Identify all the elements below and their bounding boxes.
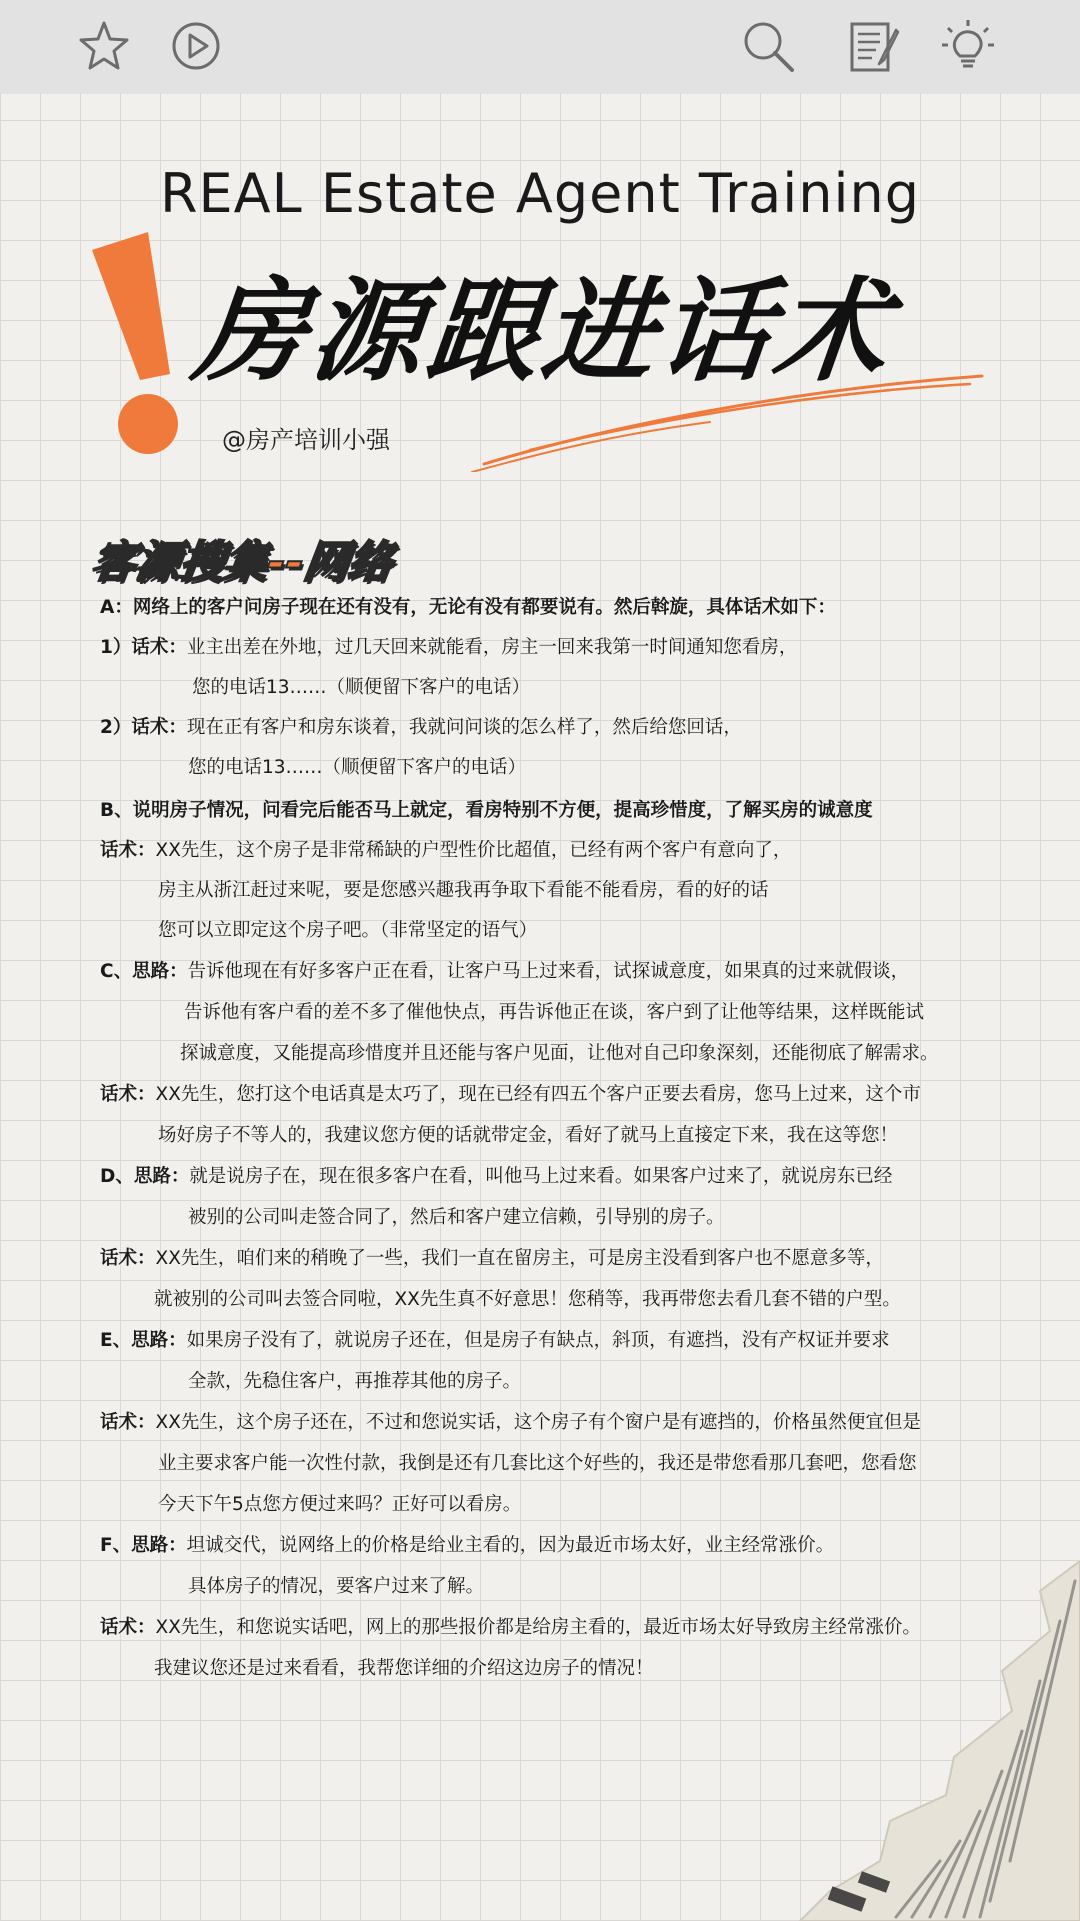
author-handle: @房产培训小强 xyxy=(222,426,390,454)
english-title: REAL Estate Agent Training xyxy=(160,162,920,225)
line-b-cont-1: 房主从浙江赶过来呢，要是您感兴趣我再争取下看能不能看房，看的好的话 xyxy=(158,880,769,901)
line-d-idea: D、思路：就是说房子在，现在很多客户在看，叫他马上过来看。如果客户过来了，就说房东已经 xyxy=(100,1166,893,1187)
line-e-talk: 话术：XX先生，这个房子还在，不过和您说实话，这个房子有个窗户是有遮挡的，价格虽然便宜但是 xyxy=(100,1412,921,1433)
exclamation-icon xyxy=(86,228,206,458)
line-c-cont-1: 告诉他有客户看的差不多了催他快点，再告诉他正在谈，客户到了让他等结果，这样既能试 xyxy=(184,1002,925,1023)
line-f-talk-cont: 我建议您还是过来看看，我帮您详细的介绍这边房子的情况！ xyxy=(154,1658,654,1679)
lightbulb-icon[interactable] xyxy=(940,18,996,74)
line-2-cont: 您的电话13……（顺便留下客户的电话） xyxy=(188,757,527,778)
line-a: A：网络上的客户问房子现在还有没有，无论有没有都要说有。然后斡旋，具体话术如下： xyxy=(100,597,836,618)
line-1-talk: 1）话术：业主出差在外地，过几天回来就能看，房主一回来我第一时间通知您看房， xyxy=(100,637,798,658)
line-c-cont-2: 探诚意度，又能提高珍惜度并且还能与客户见面，让他对自己印象深刻，还能彻底了解需求。 xyxy=(180,1043,939,1064)
line-c-talk: 话术：XX先生，您打这个电话真是太巧了，现在已经有四五个客户正要去看房，您马上过来，这个市 xyxy=(100,1084,921,1105)
notes-icon[interactable] xyxy=(846,18,902,74)
line-c-talk-cont: 场好房子不等人的，我建议您方便的话就带定金，看好了就马上直接定下来，我在这等您！ xyxy=(158,1125,899,1146)
line-b-talk: 话术：XX先生，这个房子是非常稀缺的户型性价比超值，已经有两个客户有意向了， xyxy=(100,840,792,861)
main-title: 房源跟进话术 xyxy=(188,267,898,397)
line-b-cont-2: 您可以立即定这个房子吧。（非常坚定的语气） xyxy=(158,920,538,941)
line-b: B、说明房子情况，问看完后能否马上就定，看房特别不方便，提高珍惜度，了解买房的诚意度 xyxy=(100,800,873,821)
line-f-talk: 话术：XX先生，和您说实话吧，网上的那些报价都是给房主看的，最近市场太好导致房主经常涨价。 xyxy=(100,1617,921,1638)
line-e-cont: 全款，先稳住客户，再推荐其他的房子。 xyxy=(188,1371,522,1392)
star-icon[interactable] xyxy=(76,18,132,74)
line-d-talk: 话术：XX先生，咱们来的稍晚了一些，我们一直在留房主，可是房主没看到客户也不愿意多等， xyxy=(100,1248,884,1269)
line-f-idea: F、思路：坦诚交代，说网络上的价格是给业主看的，因为最近市场太好，业主经常涨价。 xyxy=(100,1535,835,1556)
line-1-cont: 您的电话13……（顺便留下客户的电话） xyxy=(192,677,531,698)
line-c-idea: C、思路：告诉他现在有好多客户正在看，让客户马上过来看，试探诚意度，如果真的过来就假谈， xyxy=(100,961,910,982)
line-2-talk: 2）话术：现在正有客户和房东谈着，我就问问谈的怎么样了，然后给您回话， xyxy=(100,717,742,738)
line-e-idea: E、思路：如果房子没有了，就说房子还在，但是房子有缺点，斜顶，有遮挡，没有产权证并要求 xyxy=(100,1330,890,1351)
torn-newspaper-decoration xyxy=(740,1561,1080,1921)
line-e-talk-cont-2: 今天下午5点您方便过来吗？正好可以看房。 xyxy=(158,1494,522,1515)
line-e-talk-cont-1: 业主要求客户能一次性付款，我倒是还有几套比这个好些的，我还是带您看那几套吧，您看您 xyxy=(158,1453,917,1474)
line-d-cont: 被别的公司叫走签合同了，然后和客户建立信赖，引导别的房子。 xyxy=(188,1207,725,1228)
play-icon[interactable] xyxy=(168,18,224,74)
scribble-underline xyxy=(470,368,990,472)
line-d-talk-cont: 就被别的公司叫去签合同啦，XX先生真不好意思！您稍等，我再带您去看几套不错的户型。 xyxy=(154,1289,901,1310)
top-toolbar xyxy=(0,0,1080,94)
line-f-cont: 具体房子的情况，要客户过来了解。 xyxy=(188,1576,485,1597)
search-icon[interactable] xyxy=(740,18,796,74)
section-title: 客源搜集--网络 xyxy=(87,537,396,588)
